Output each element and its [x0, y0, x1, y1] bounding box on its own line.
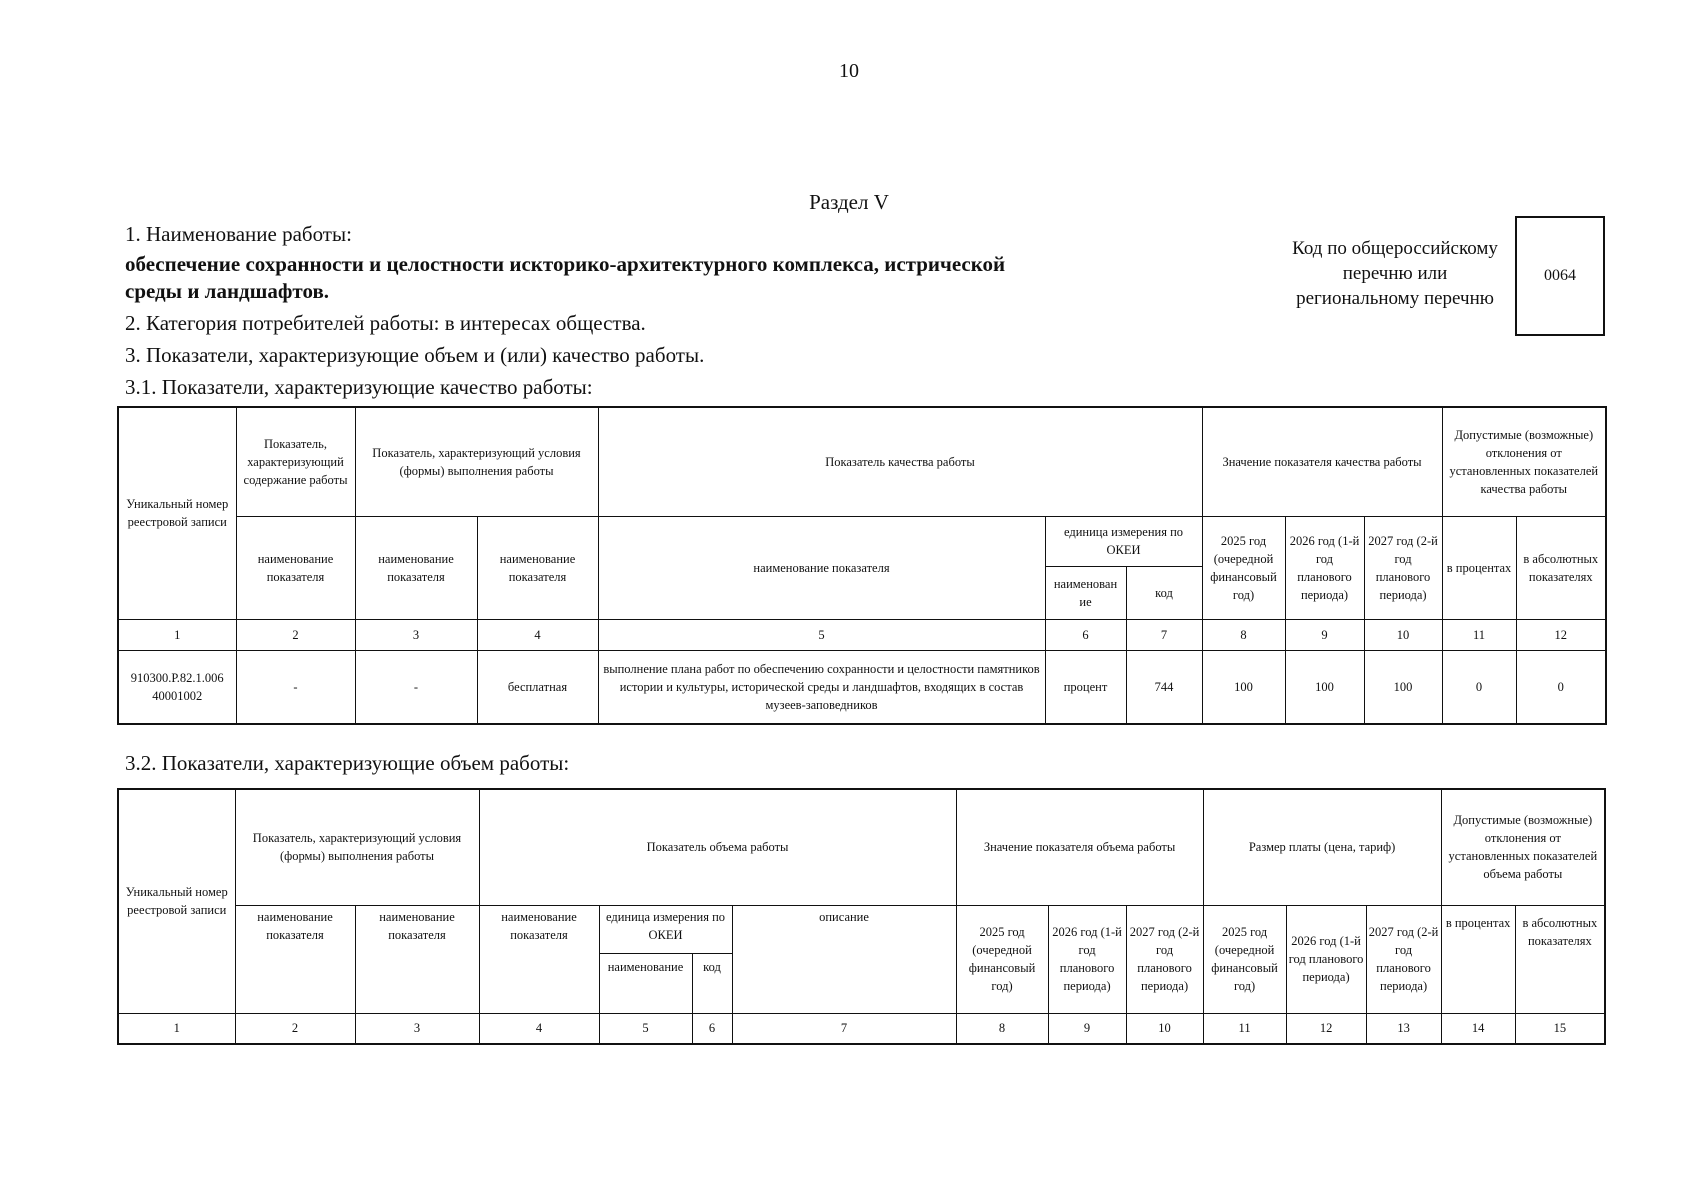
- q-header-name: наименование показателя: [477, 516, 598, 619]
- v-col-number: 7: [732, 1013, 956, 1044]
- code-label-line: региональному перечню: [1296, 288, 1494, 309]
- q-header-percent: в процентах: [1442, 516, 1516, 619]
- volume-table: [117, 788, 1606, 1045]
- q-header-values: Значение показателя качества работы: [1202, 407, 1442, 516]
- code-box: [1515, 216, 1605, 336]
- q-cell: 744: [1126, 650, 1202, 724]
- v-header-description: описание: [732, 905, 956, 1013]
- q-cell: 100: [1364, 650, 1442, 724]
- q-header-quality: Показатель качества работы: [598, 407, 1202, 516]
- v-header-unique: Уникальный номер реестровой записи: [118, 789, 235, 1013]
- v-header-deviation: Допустимые (возможные) отклонения от установленных показателей объема работы: [1441, 789, 1605, 905]
- code-label-line: Код по общероссийскому: [1292, 238, 1498, 259]
- v-header-fee-y2025: 2025 год (очередной финансовый год): [1203, 905, 1286, 1013]
- consumers-category: 2. Категория потребителей работы: в интересах общества.: [125, 311, 646, 335]
- v-col-number: 2: [235, 1013, 355, 1044]
- v-col-number: 14: [1441, 1013, 1515, 1044]
- q-col-number: 11: [1442, 619, 1516, 650]
- q-header-absolute: в абсолютных показателях: [1516, 516, 1606, 619]
- work-name-line1: обеспечение сохранности и целостности искторико-архитектурного комплекса, истрической: [125, 252, 1006, 276]
- q-header-unique: Уникальный номер реестровой записи: [118, 407, 236, 619]
- q-cell: бесплатная: [477, 650, 598, 724]
- v-col-number: 4: [479, 1013, 599, 1044]
- q-header-unit-code: код: [1126, 566, 1202, 619]
- q-header-y2027: 2027 год (2-й год планового периода): [1364, 516, 1442, 619]
- v-header-absolute: в абсолютных показателях: [1515, 905, 1605, 1013]
- q-col-number: 1: [118, 619, 236, 650]
- v-header-name: наименование показателя: [355, 905, 479, 1013]
- q-header-name: наименование показателя: [236, 516, 355, 619]
- q-cell: 0: [1516, 650, 1606, 724]
- v-header-y2025: 2025 год (очередной финансовый год): [956, 905, 1048, 1013]
- quality-heading: 3.1. Показатели, характеризующие качество работы:: [125, 375, 593, 399]
- v-col-number: 10: [1126, 1013, 1203, 1044]
- v-header-y2027: 2027 год (2-й год планового периода): [1126, 905, 1203, 1013]
- code-value: 0064: [1544, 267, 1576, 284]
- v-header-unit-code: код: [692, 953, 732, 1013]
- v-header-percent: в процентах: [1441, 905, 1515, 1013]
- v-col-number: 9: [1048, 1013, 1126, 1044]
- q-header-unit: единица измерения по ОКЕИ: [1045, 516, 1202, 566]
- indicators-heading: 3. Показатели, характеризующие объем и (или) качество работы.: [125, 343, 705, 367]
- q-col-number: 6: [1045, 619, 1126, 650]
- q-header-y2025: 2025 год (очередной финансовый год): [1202, 516, 1285, 619]
- v-header-volume: Показатель объема работы: [479, 789, 956, 905]
- q-cell: -: [236, 650, 355, 724]
- q-col-number: 7: [1126, 619, 1202, 650]
- table-row: [118, 650, 1606, 724]
- q-col-number: 9: [1285, 619, 1364, 650]
- v-col-number: 8: [956, 1013, 1048, 1044]
- q-col-number: 2: [236, 619, 355, 650]
- v-col-number: 3: [355, 1013, 479, 1044]
- v-header-fee: Размер платы (цена, тариф): [1203, 789, 1441, 905]
- q-col-number: 4: [477, 619, 598, 650]
- q-col-number: 3: [355, 619, 477, 650]
- q-cell: процент: [1045, 650, 1126, 724]
- q-cell: 100: [1285, 650, 1364, 724]
- work-name-label: 1. Наименование работы:: [125, 222, 352, 246]
- q-cell: 0: [1442, 650, 1516, 724]
- v-col-number: 1: [118, 1013, 235, 1044]
- q-col-number: 5: [598, 619, 1045, 650]
- q-col-number: 12: [1516, 619, 1606, 650]
- q-col-number: 8: [1202, 619, 1285, 650]
- v-col-number: 11: [1203, 1013, 1286, 1044]
- q-header-content: Показатель, характеризующий содержание работы: [236, 407, 355, 516]
- page-number: 10: [839, 60, 859, 82]
- q-cell: 100: [1202, 650, 1285, 724]
- v-header-name: наименование показателя: [479, 905, 599, 1013]
- v-header-unit: единица измерения по ОКЕИ: [599, 905, 732, 953]
- q-header-unit-name: наименован ие: [1045, 566, 1126, 619]
- v-header-unit-name: наименование: [599, 953, 692, 1013]
- v-header-name: наименование показателя: [235, 905, 355, 1013]
- q-header-name: наименование показателя: [355, 516, 477, 619]
- volume-heading: 3.2. Показатели, характеризующие объем работы:: [125, 751, 570, 775]
- q-cell: -: [355, 650, 477, 724]
- v-col-number: 5: [599, 1013, 692, 1044]
- v-header-fee-y2026: 2026 год (1-й год планового периода): [1286, 905, 1366, 1013]
- work-name-line2: среды и ландшафтов.: [125, 279, 330, 303]
- v-col-number: 6: [692, 1013, 732, 1044]
- q-header-name: наименование показателя: [598, 516, 1045, 619]
- code-label: [1275, 236, 1515, 311]
- v-header-y2026: 2026 год (1-й год планового периода): [1048, 905, 1126, 1013]
- v-col-number: 15: [1515, 1013, 1605, 1044]
- q-header-conditions: Показатель, характеризующий условия (формы) выполнения работы: [355, 407, 598, 516]
- q-header-deviation: Допустимые (возможные) отклонения от установленных показателей качества работы: [1442, 407, 1606, 516]
- q-col-number: 10: [1364, 619, 1442, 650]
- v-header-values: Значение показателя объема работы: [956, 789, 1203, 905]
- q-header-y2026: 2026 год (1-й год планового периода): [1285, 516, 1364, 619]
- v-header-fee-y2027: 2027 год (2-й год планового периода): [1366, 905, 1441, 1013]
- quality-table: [117, 406, 1607, 725]
- code-label-line: перечню или: [1342, 263, 1448, 284]
- v-header-conditions: Показатель, характеризующий условия (формы) выполнения работы: [235, 789, 479, 905]
- v-col-number: 13: [1366, 1013, 1441, 1044]
- section-title: Раздел V: [809, 190, 889, 214]
- q-cell-indicator: выполнение плана работ по обеспечению сохранности и целостности памятников истории и культуры, исторической среды и ландшафтов, входящих в состав музеев-заповедников: [598, 650, 1045, 724]
- v-col-number: 12: [1286, 1013, 1366, 1044]
- q-registry-number: 910300.Р.82.1.006 40001002: [118, 650, 236, 724]
